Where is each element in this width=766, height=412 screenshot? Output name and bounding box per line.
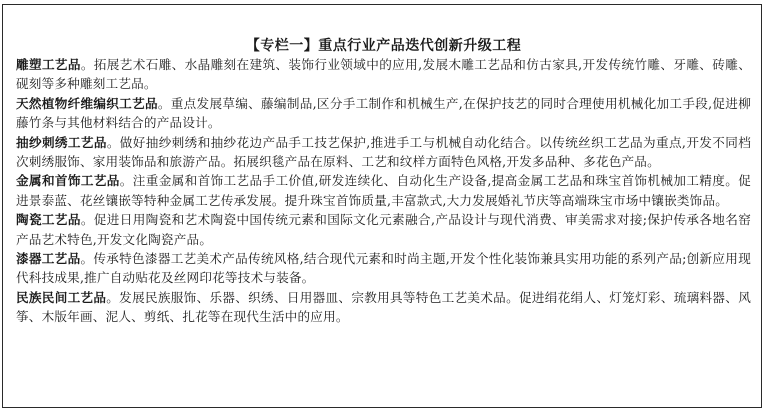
entry-sculpture [16,55,751,94]
entry-heading: 民族民间工艺品 [16,289,107,305]
entry-metal-jewelry [16,171,751,210]
entry-heading: 陶瓷工艺品 [16,212,81,228]
entry-text: 。做好抽纱刺绣和抽纱花边产品手工技艺保护,推进手工与机械自动化结合。以传统丝织工艺品为重点,开发不同档次刺绣服饰、家用装饰品和旅游产品。拓展织毯产品在原料、工艺和纹样方面特色风格,开发多品种、多花色产品。 [16,134,751,170]
entry-heading: 雕塑工艺品 [16,57,81,72]
entry-text: 。发展民族服饰、乐器、织绣、日用器皿、宗教用具等特色工艺美术品。促进绢花绢人、灯笼灯彩、琉璃料器、风筝、木版年画、泥人、剪纸、扎花等在现代生活中的应用。 [16,289,751,325]
entry-text: 。传承特色漆器工艺美术产品传统风格,结合现代元素和时尚主题,开发个性化装饰兼具实用功能的系列产品;创新应用现代科技成果,推广自动贴花及丝网印花等技术与装备。 [16,251,751,286]
entry-drawnwork-embroidery [16,133,751,172]
entry-lacquerware [16,249,751,288]
entry-heading: 天然植物纤维编织工艺品 [16,95,158,111]
entry-heading: 金属和首饰工艺品 [16,173,120,189]
entry-plant-fiber-weaving [16,94,751,133]
entry-text: 。重点发展草编、藤编制品,区分手工制作和机械生产,在保护技艺的同时合理使用机械化加工手段,促进柳藤竹条与其他材料结合的产品设计。 [16,95,751,131]
entry-text: 。促进日用陶瓷和艺术陶瓷中国传统元素和国际文化元素融合,产品设计与现代消费、审美需求对接;保护传承各地名窑产品艺术特色,开发文化陶瓷产品。 [16,212,751,247]
entry-ceramics [16,210,751,249]
entry-text: 。拓展艺术石雕、水晶雕刻在建筑、装饰行业领域中的应用,发展木雕工艺品和仿古家具,开发传统竹雕、牙雕、砖雕、砚刻等多种雕刻工艺品。 [16,57,751,92]
column-box [2,4,762,408]
box-title: 【专栏一】重点行业产品迭代创新升级工程 [245,38,522,54]
entry-folk-crafts [16,288,751,327]
entry-heading: 抽纱刺绣工艺品 [16,134,107,150]
entry-text: 。注重金属和首饰工艺品手工价值,研发连续化、自动化生产设备,提高金属工艺品和珠宝首饰机械加工精度。促进景泰蓝、花丝镶嵌等特种金属工艺传承发展。提升珠宝首饰质量,丰富款式,大力发展婚礼节庆等高端珠宝市场中镶嵌类饰品。 [16,173,751,208]
entry-heading: 漆器工艺品 [16,251,81,267]
